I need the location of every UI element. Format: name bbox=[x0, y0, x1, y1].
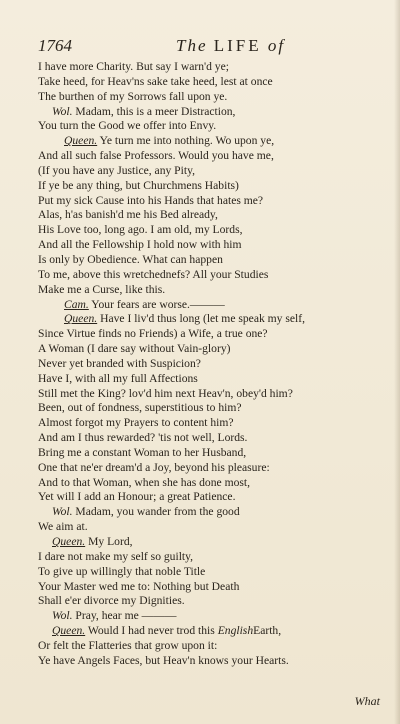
text-line: Shall e'er divorce my Dignities. bbox=[38, 594, 185, 608]
running-head-life: LIFE bbox=[213, 36, 262, 55]
line-text: Madam, you wander from the good bbox=[75, 505, 240, 519]
text-line: And to that Woman, when she has done most, bbox=[38, 475, 251, 489]
text-line: Ye have Angels Faces, but Heav'n knows your Hearts. bbox=[38, 653, 289, 667]
line-text: Earth, bbox=[253, 624, 282, 638]
speaker-name: Queen. bbox=[64, 312, 98, 326]
text-line: I dare not make my self so guilty, bbox=[38, 549, 194, 563]
text-line: And all such false Professors. Would you have me, bbox=[38, 149, 274, 163]
text-line: His Love too, long ago. I am old, my Lords, bbox=[38, 223, 243, 237]
text-line: Is only by Obedience. What can happen bbox=[38, 252, 223, 266]
text-line bbox=[38, 624, 390, 639]
text-line: And am I thus rewarded? 'tis not well, Lords. bbox=[38, 431, 248, 445]
text-line: And all the Fellowship I hold now with him bbox=[38, 238, 242, 252]
catchword: What bbox=[354, 694, 380, 708]
line-text: Madam, this is a meer Distraction, bbox=[75, 104, 236, 118]
text-line bbox=[38, 298, 390, 313]
text-line: Make me a Curse, like this. bbox=[38, 282, 166, 296]
text-line bbox=[38, 505, 390, 520]
text-line: The burthen of my Sorrows fall upon ye. bbox=[38, 89, 228, 103]
running-head-the: The bbox=[176, 36, 208, 55]
text-line: If ye be any thing, but Churchmens Habits) bbox=[38, 178, 239, 192]
text-line: Alas, h'as banish'd me his Bed already, bbox=[38, 208, 218, 222]
text-line: Yet will I add an Honour; a great Patience. bbox=[38, 490, 236, 504]
running-head-of: of bbox=[267, 36, 286, 55]
line-text: Your fears are worse.——— bbox=[91, 297, 225, 311]
line-text: Have I liv'd thus long (let me speak my self, bbox=[100, 312, 306, 326]
page-number: 1764 bbox=[38, 36, 72, 55]
text-line bbox=[38, 535, 390, 550]
text-line bbox=[38, 134, 390, 149]
text-line: Bring me a constant Woman to her Husband, bbox=[38, 445, 247, 459]
line-text: Would I had never trod this bbox=[87, 624, 215, 638]
speaker-name: Queen. bbox=[64, 134, 98, 148]
text-line: Your Master wed me to: Nothing but Death bbox=[38, 579, 240, 593]
speaker-name: Wol. bbox=[52, 609, 73, 623]
speaker-name: Wol. bbox=[52, 104, 73, 118]
text-line: Almost forgot my Prayers to content him? bbox=[38, 416, 234, 430]
line-text: Ye turn me into nothing. Wo upon ye, bbox=[99, 134, 275, 148]
text-line: One that ne'er dream'd a Joy, beyond his pleasure: bbox=[38, 460, 270, 474]
text-line: Or felt the Flatteries that grow upon it: bbox=[38, 638, 218, 652]
text-line: Still met the King? lov'd him next Heav'n, obey'd him? bbox=[38, 386, 293, 400]
text-line: Have I, with all my full Affections bbox=[38, 371, 198, 385]
page-edge-shadow bbox=[394, 0, 400, 724]
text-line: Put my sick Cause into his Hands that hates me? bbox=[38, 193, 264, 207]
text-line: (If you have any Justice, any Pity, bbox=[38, 163, 196, 177]
text-line bbox=[38, 105, 390, 120]
text-line bbox=[38, 312, 390, 327]
line-text: Pray, hear me ——— bbox=[75, 609, 177, 623]
text-line: Since Virtue finds no Friends) a Wife, a true one? bbox=[38, 327, 268, 341]
text-line: To me, above this wretchednefs? All your Studies bbox=[38, 267, 269, 281]
speaker-name: Wol. bbox=[52, 505, 73, 519]
text-line bbox=[38, 609, 390, 624]
text-line: You turn the Good we offer into Envy. bbox=[38, 119, 217, 133]
text-line: A Woman (I dare say without Vain-glory) bbox=[38, 342, 231, 356]
speaker-name: Queen. bbox=[52, 535, 86, 548]
play-text bbox=[38, 60, 390, 669]
text-line: We aim at. bbox=[38, 520, 88, 534]
emphasis-word: English bbox=[217, 624, 254, 638]
text-line: Take heed, for Heav'ns sake take heed, lest at once bbox=[38, 74, 273, 88]
speaker-name: Queen. bbox=[52, 624, 86, 638]
text-line: I have more Charity. But say I warn'd ye; bbox=[38, 60, 229, 73]
page-header bbox=[38, 36, 370, 58]
text-line: To give up willingly that noble Title bbox=[38, 564, 206, 578]
text-line: Been, out of fondness, superstitious to him? bbox=[38, 401, 242, 415]
running-head bbox=[176, 36, 285, 56]
text-line: Never yet branded with Suspicion? bbox=[38, 356, 201, 370]
line-text: My Lord, bbox=[88, 535, 133, 548]
speaker-name: Cam. bbox=[64, 297, 89, 311]
